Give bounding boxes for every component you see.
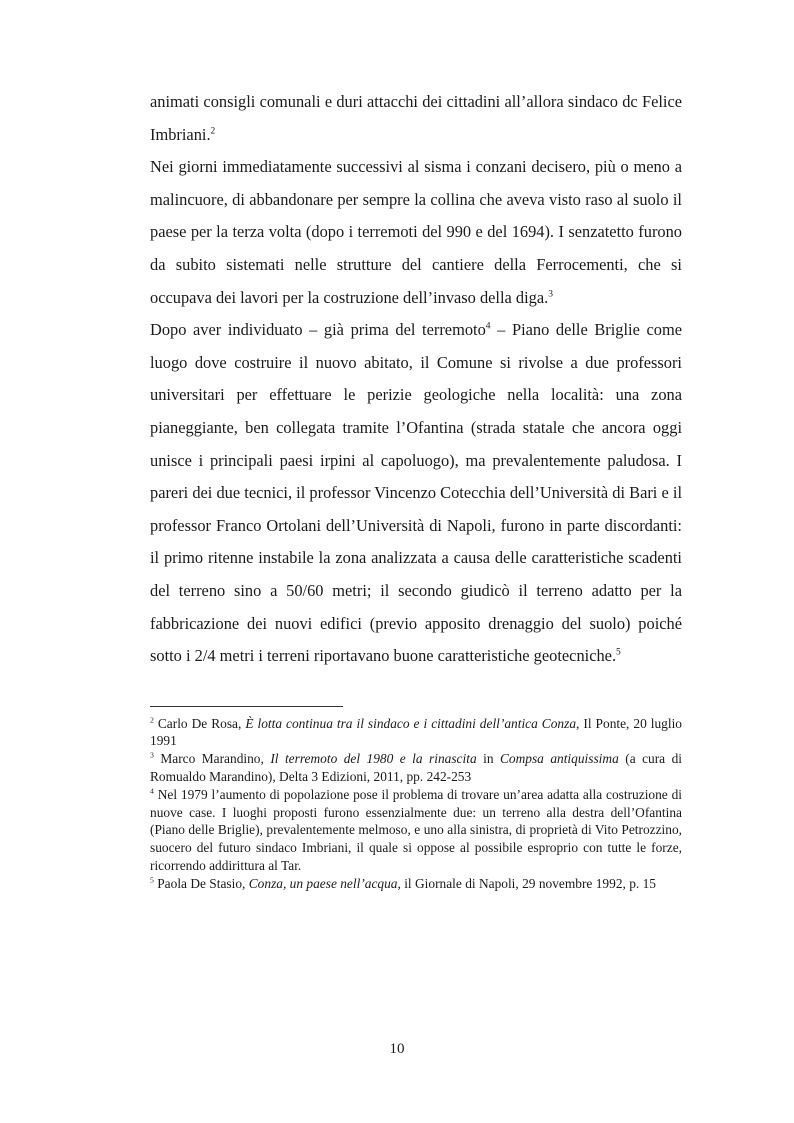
- footnote-separator: [150, 706, 343, 707]
- footnote-2-source: , Il Ponte, 20 luglio 1991: [150, 715, 683, 749]
- footnote-ref-4[interactable]: 4: [485, 321, 491, 332]
- footnote-ref-2[interactable]: 2: [210, 126, 216, 137]
- paragraph-2-text: Nei giorni immediatamente successivi al sisma i conzani decisero, più o meno a malincuore, di abbandonare per sempre la collina che aveva visto raso al suolo il paese per la terza volta (dopo i terremoti del 990 e del 1694). I senzatetto furono da subito sistemati nelle strutture del cantiere della Ferrocementi, che si occupava dei lavori per la costruzione dell’invaso della diga.: [150, 157, 682, 307]
- page-number: 10: [389, 1041, 405, 1057]
- footnote-2-author: Carlo De Rosa,: [153, 715, 246, 731]
- footnote-3-book-title: Compsa antiquissima: [499, 751, 619, 767]
- footnote-3-title: Il terremoto del 1980 e la rinascita: [270, 751, 477, 767]
- paragraph-1: [150, 86, 682, 151]
- footnote-4-number: 4: [150, 786, 154, 796]
- footnote-3-connector: in: [476, 751, 500, 767]
- paragraph-1-text: animati consigli comunali e duri attacchi dei cittadini all’allora sindaco dc Felice Imbriani.: [150, 92, 682, 144]
- footnote-ref-3[interactable]: 3: [548, 289, 553, 300]
- footnote-3-author: Marco Marandino,: [153, 751, 271, 767]
- paragraph-3-text-b: – Piano delle Briglie come luogo dove costruire il nuovo abitato, il Comune si rivolse a due professori universitari per effettuare le perizie geologiche nella località: una zona pianeggiante, ben collegata tramite l’Ofantina (strada statale che ancora oggi unisce i principali paesi irpini al capoluogo), ma prevalentemente paludosa. I pareri dei due tecnici, il professor Vincenzo Cotecchia dell’Università di Bari e il professor Franco Ortolani dell’Università di Napoli, furono in parte discordanti: il primo ritenne instabile la zona analizzata a causa delle caratteristiche scadenti del terreno sino a 50/60 metri; il secondo giudicò il terreno adatto per la fabbricazione dei nuovi edifici (previo apposito drenaggio del suolo) poiché sotto i 2/4 metri i terreni riportavano buone caratteristiche geotecniche.: [150, 320, 682, 666]
- footnote-3-source: (a cura di Romualdo Marandino), Delta 3 Edizioni, 2011, pp. 242-253: [150, 751, 682, 785]
- footnote-3-number: 3: [150, 750, 154, 760]
- footnote-2-number: 2: [150, 715, 154, 725]
- footnote-5-source: , il Giornale di Napoli, 29 novembre 1992, p. 15: [397, 875, 656, 891]
- footnote-3: [150, 750, 682, 786]
- footnote-5-number: 5: [150, 875, 154, 885]
- footnote-ref-5[interactable]: 5: [616, 647, 621, 658]
- page-body: [150, 86, 682, 893]
- footnote-5-title: , Conza, un paese nell’acqua: [242, 875, 398, 891]
- footnote-4-text: Nel 1979 l’aumento di popolazione pose il problema di trovare un’area adatta alla costruzione di nuove case. I luoghi proposti furono essenzialmente due: un terreno alla destra dell’Ofantina (Piano delle Briglie), prevalentemente melmoso, e uno alla sinistra, di proprietà di Vito Petrozzino, suocero del futuro sindaco Imbriani, il quale si oppose al possibile esproprio con tutte le forze, ricorrendo addirittura al Tar.: [150, 786, 682, 874]
- footnote-2: [150, 715, 682, 751]
- footnote-5-author: Paola De Stasio: [153, 875, 243, 891]
- footnote-2-title: È lotta continua tra il sindaco e i cittadini dell’antica Conza: [245, 715, 577, 731]
- footnote-5: [150, 875, 682, 893]
- paragraph-3: [150, 314, 682, 673]
- paragraph-2: [150, 151, 682, 314]
- footnote-4: [150, 786, 682, 875]
- paragraph-3-text-a: Dopo aver individuato – già prima del terremoto: [150, 320, 486, 340]
